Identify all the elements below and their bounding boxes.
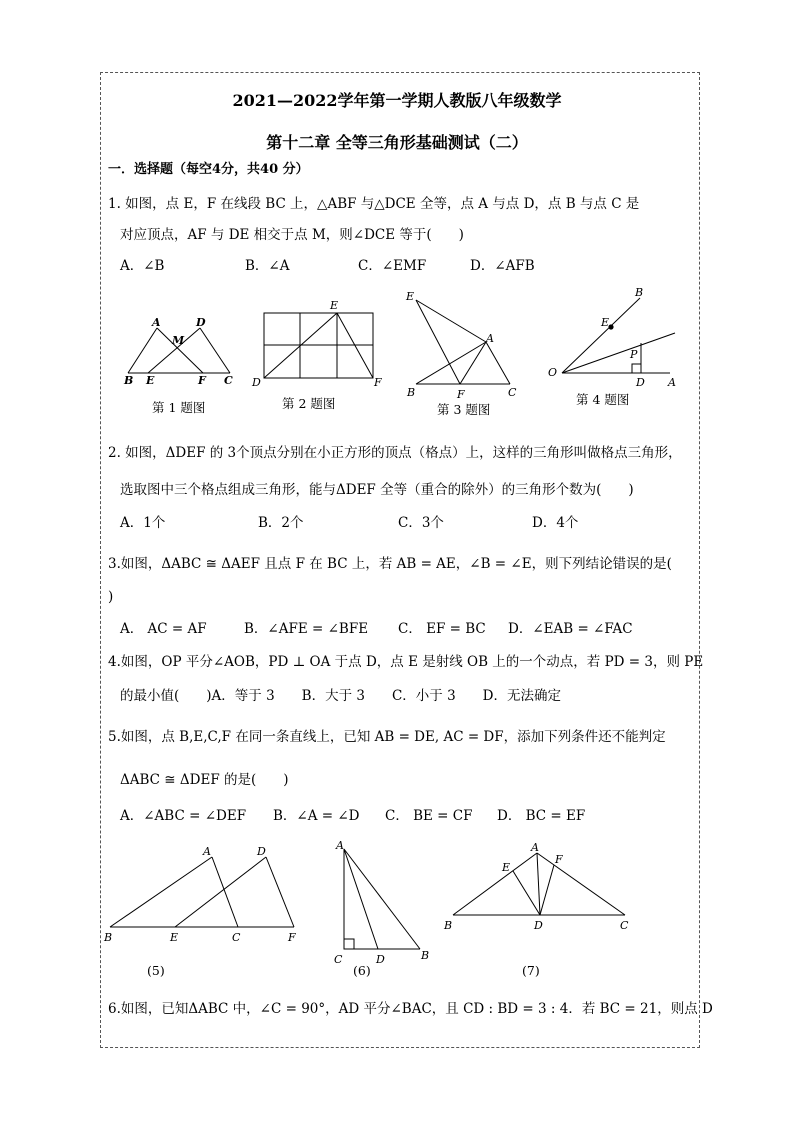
section-heading: 一．选择题（每空4分，共40 分） — [108, 162, 309, 177]
fig4-label-d: D — [636, 376, 645, 389]
q2-line-1: 2. 如图，ΔDEF 的 3个顶点分别在小正方形的顶点（格点）上，这样的三角形叫做格点三角形， — [108, 445, 682, 461]
fig1-caption: 第 1 题图 — [152, 400, 206, 415]
figure-row-2 — [100, 835, 700, 985]
q2-option-b: B．2个 — [258, 515, 304, 531]
q5-option-b: B．∠A = ∠D — [273, 808, 360, 824]
q4-line-1: 4.如图，OP 平分∠AOB，PD ⊥ OA 于点 D，点 E 是射线 OB 上的一个动点，若 PD = 3，则 PE — [108, 654, 704, 670]
fig5-label-f: F — [288, 931, 296, 944]
q1-option-a: A．∠B — [120, 258, 165, 274]
figure-4 — [562, 298, 675, 373]
q3-option-d: D．∠EAB = ∠FAC — [508, 621, 633, 637]
fig5-label-b: B — [104, 931, 113, 944]
fig6-label-d: D — [376, 953, 385, 966]
figure-2 — [264, 313, 373, 378]
fig7-label-a: A — [531, 841, 539, 854]
fig7-label-b: B — [444, 919, 453, 932]
fig7-label-f: F — [555, 853, 563, 866]
q1-line-1: 1. 如图，点 E，F 在线段 BC 上，△ABF 与△DCE 全等，点 A 与点 D，点 B 与点 C 是 — [108, 196, 640, 212]
fig5-label-d: D — [257, 845, 266, 858]
title-line-1: 2021—2022学年第一学期人教版八年级数学 — [232, 91, 562, 110]
q5-line-2: ΔABC ≅ ΔDEF 的是( ) — [120, 772, 289, 788]
q5-option-c: C． BE = CF — [385, 808, 473, 824]
q5-option-d: D． BC = EF — [497, 808, 586, 824]
fig1-label-m: M — [172, 334, 185, 347]
fig3-label-f: F — [457, 388, 465, 401]
fig2-label-f: F — [374, 376, 382, 389]
fig1-label-f: F — [198, 374, 206, 387]
q1-option-d: D．∠AFB — [470, 258, 535, 274]
fig2-caption: 第 2 题图 — [282, 396, 336, 411]
fig6-label-a: A — [336, 839, 344, 852]
fig7-label-c: C — [620, 919, 629, 932]
q3-line-2: ) — [108, 589, 114, 605]
q3-line-1: 3.如图，ΔABC ≅ ΔAEF 且点 F 在 BC 上，若 AB = AE，∠B = ∠E，则下列结论错误的是( — [108, 556, 672, 572]
fig5-caption: (5) — [147, 963, 165, 978]
q1-line-2: 对应顶点，AF 与 DE 相交于点 M，则∠DCE 等于( ) — [120, 227, 464, 243]
q2-option-d: D．4个 — [532, 515, 579, 531]
q3-option-c: C． EF = BC — [398, 621, 486, 637]
q3-option-b: B．∠AFE = ∠BFE — [244, 621, 369, 637]
fig4-label-a: A — [668, 376, 676, 389]
q2-line-2: 选取图中三个格点组成三角形，能与ΔDEF 全等（重合的除外）的三角形个数为( ) — [120, 482, 634, 498]
q2-option-a: A．1个 — [120, 515, 166, 531]
fig7-label-d: D — [534, 919, 543, 932]
figure-7 — [453, 853, 625, 915]
fig2-label-e: E — [330, 299, 339, 312]
fig4-label-e: E — [601, 316, 610, 329]
fig4-label-b: B — [635, 286, 644, 299]
fig3-label-a: A — [486, 332, 494, 345]
figure-row-1 — [110, 280, 700, 420]
fig4-label-o: O — [548, 366, 558, 379]
figure-5 — [110, 857, 294, 927]
fig6-label-b: B — [421, 949, 430, 962]
q6-line-1: 6.如图，已知ΔABC 中，∠C = 90°，AD 平分∠BAC，且 CD : BD = 3 : 4．若 BC = 21，则点 D — [108, 1001, 713, 1017]
q5-line-1: 5.如图，点 B,E,C,F 在同一条直线上，已知 AB = DE, AC = DF，添加下列条件还不能判定 — [108, 729, 666, 745]
q3-option-a: A． AC = AF — [120, 621, 207, 637]
fig3-label-b: B — [407, 386, 416, 399]
fig4-label-p: P — [630, 348, 638, 361]
fig2-label-d: D — [252, 376, 261, 389]
fig3-label-c: C — [508, 386, 517, 399]
fig1-label-a: A — [152, 316, 161, 329]
fig1-label-b: B — [124, 374, 134, 387]
figure-3 — [416, 300, 510, 384]
q1-option-b: B．∠A — [245, 258, 290, 274]
fig7-caption: (7) — [522, 963, 540, 978]
fig6-caption: (6) — [353, 963, 371, 978]
fig6-label-c: C — [334, 953, 343, 966]
fig4-caption: 第 4 题图 — [576, 392, 630, 407]
title-line-2: 第十二章 全等三角形基础测试（二） — [266, 133, 528, 152]
fig5-label-e: E — [170, 931, 179, 944]
q2-option-c: C．3个 — [398, 515, 444, 531]
fig1-label-c: C — [224, 374, 233, 387]
fig3-label-e: E — [406, 290, 415, 303]
fig5-label-a: A — [203, 845, 211, 858]
q1-option-c: C．∠EMF — [358, 258, 427, 274]
fig5-label-c: C — [232, 931, 241, 944]
fig1-label-e: E — [146, 374, 155, 387]
fig7-label-e: E — [502, 861, 511, 874]
q4-line-2: 的最小值( )A．等于 3 B．大于 3 C．小于 3 D．无法确定 — [120, 688, 561, 704]
fig1-label-d: D — [196, 316, 206, 329]
fig3-caption: 第 3 题图 — [437, 402, 491, 417]
figure-6 — [344, 849, 420, 949]
q5-option-a: A．∠ABC = ∠DEF — [120, 808, 247, 824]
